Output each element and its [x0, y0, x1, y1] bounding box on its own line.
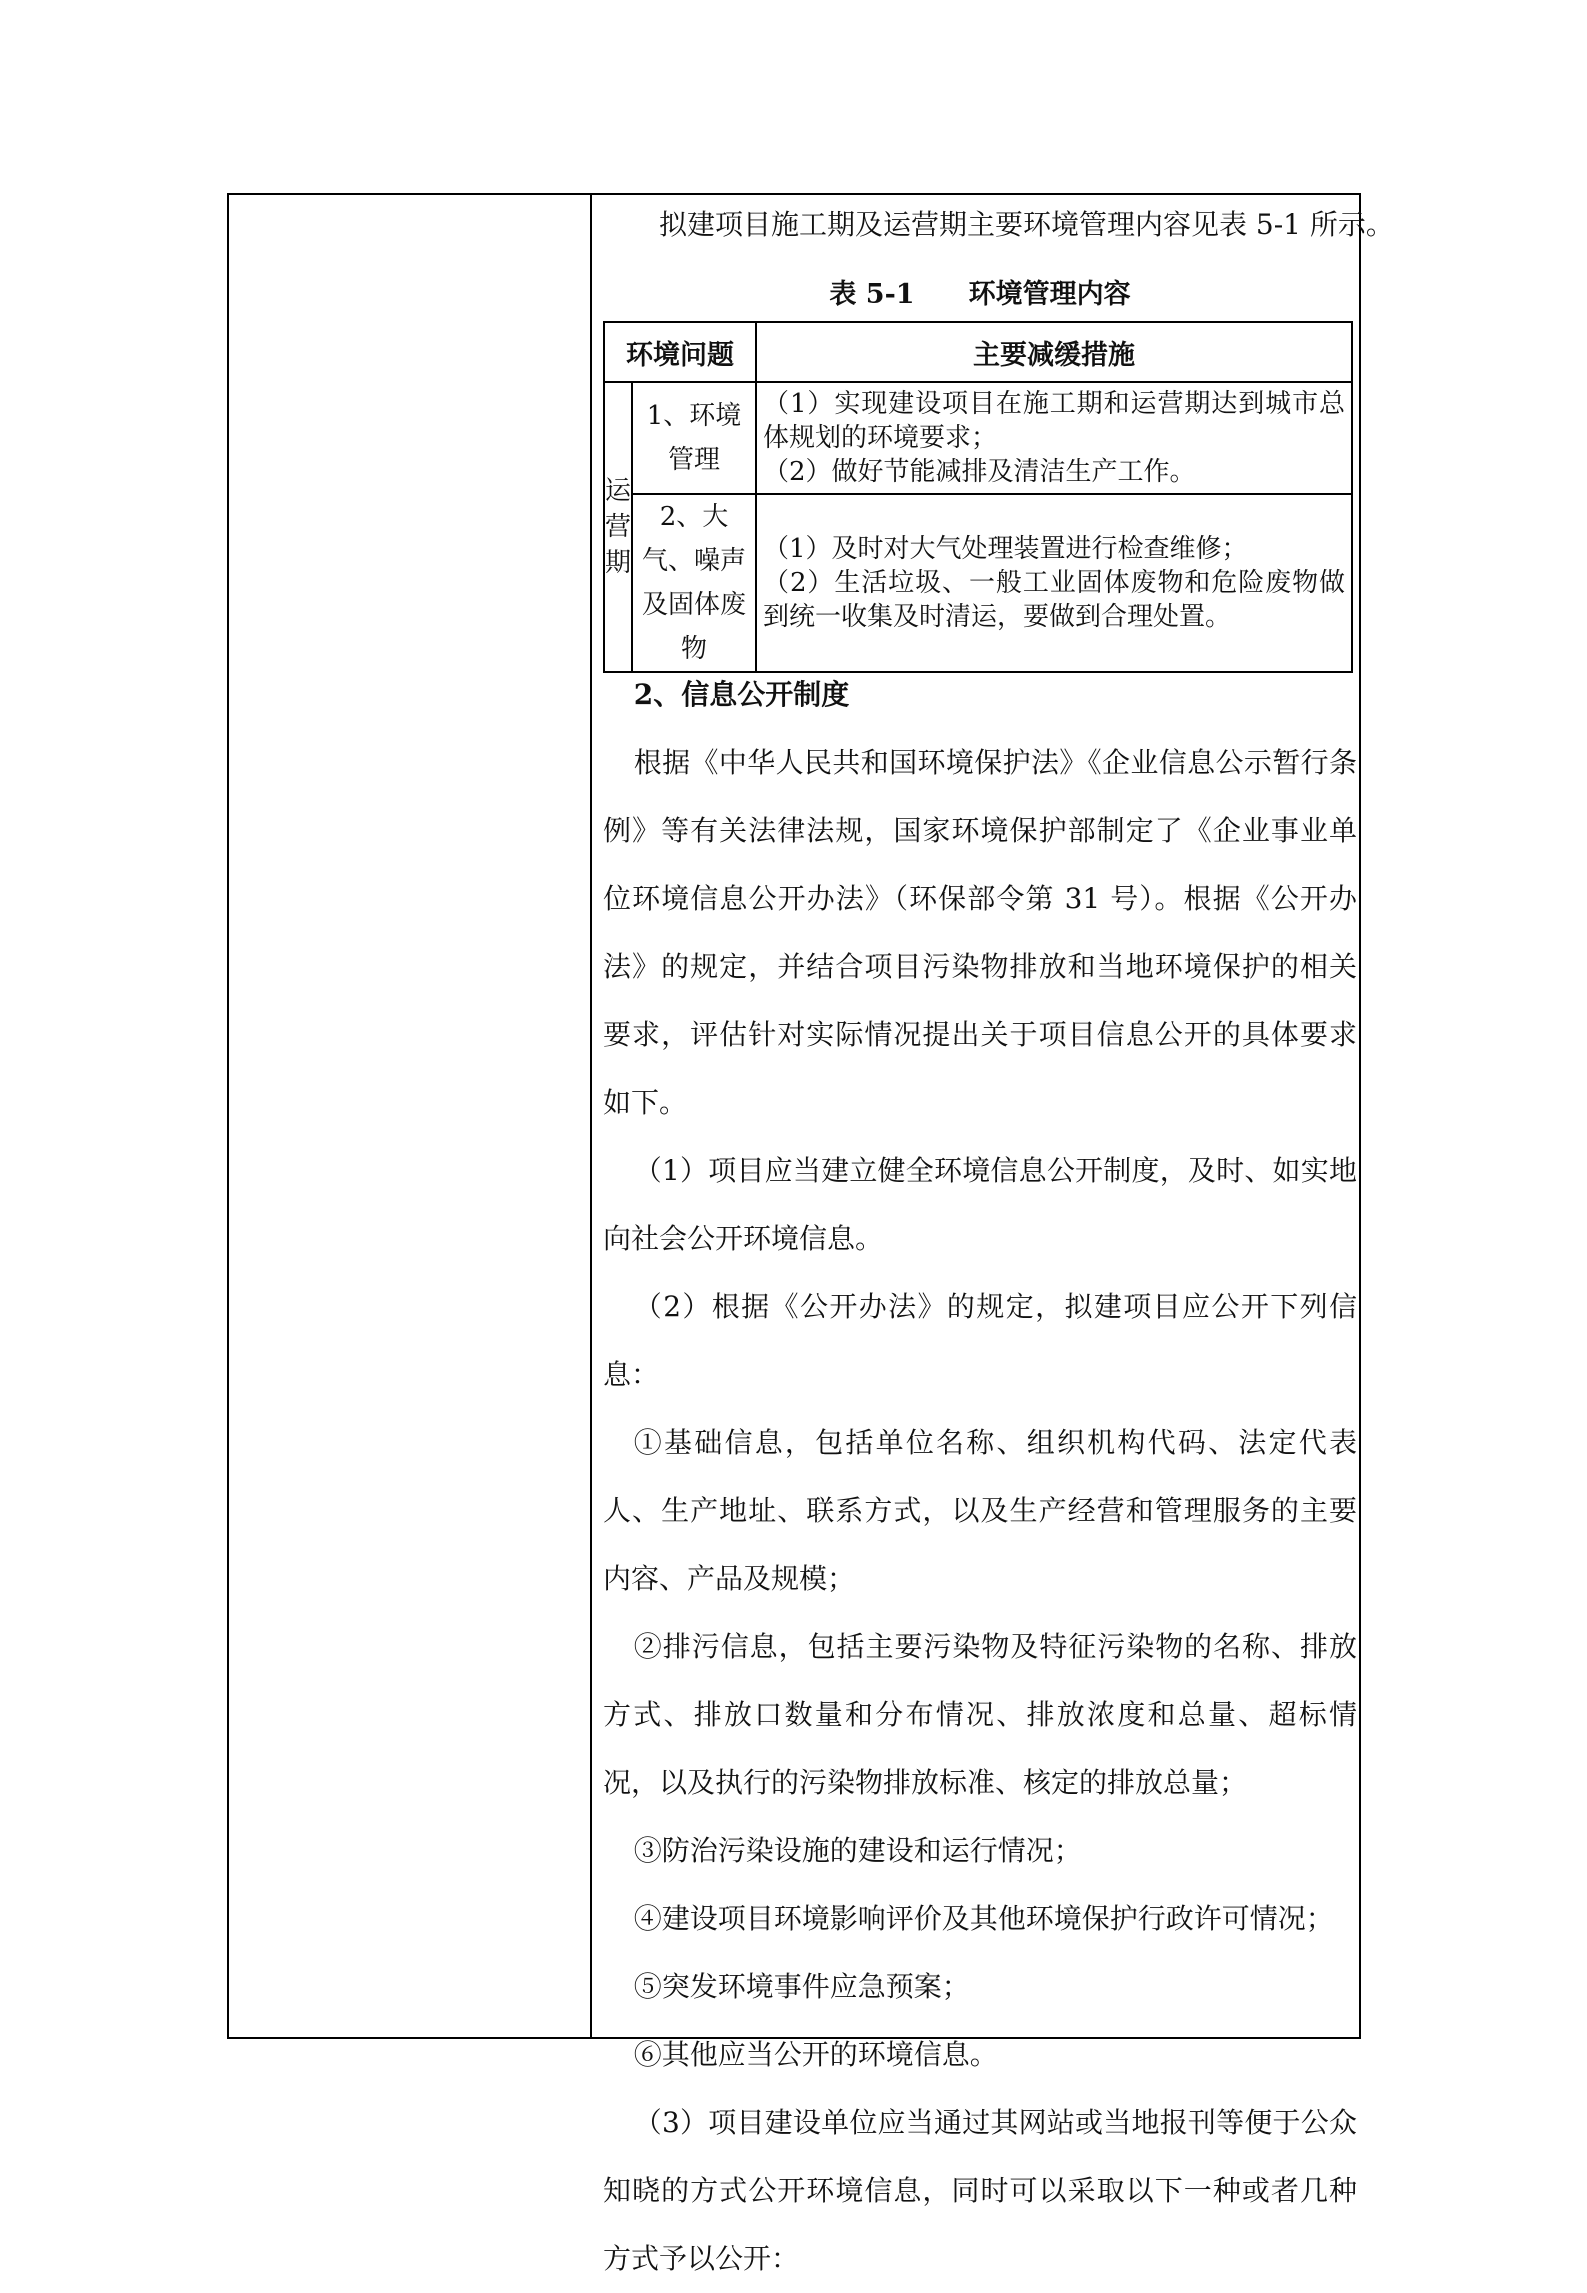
paragraph: ③防治污染设施的建设和运行情况； — [633, 1834, 1082, 1867]
section-title: 2、信息公开制度 — [633, 678, 850, 711]
header-issue: 环境问题 — [604, 322, 756, 382]
issue-cell: 2、大气、噪声及固体废物 — [632, 494, 756, 672]
table-caption: 表 5-1 环境管理内容 — [829, 279, 1131, 310]
intro-text: 拟建项目施工期及运营期主要环境管理内容见表 5-1 所示。 — [659, 208, 1394, 241]
measure-item: （2）做好节能减排及清洁生产工作。 — [763, 457, 1196, 487]
measure-item: （1）及时对大气处理装置进行检查维修； — [763, 534, 1248, 564]
header-measures: 主要减缓措施 — [756, 322, 1352, 382]
paragraph: ④建设项目环境影响评价及其他环境保护行政许可情况； — [633, 1902, 1334, 1935]
paragraph: ⑥其他应当公开的环境信息。 — [633, 2038, 998, 2071]
period-cell: 运营期 — [604, 382, 632, 672]
management-table — [603, 321, 1353, 673]
issue-cell: 1、环境管理 — [632, 382, 756, 494]
measure-cell — [756, 494, 1352, 672]
paragraph: （3）项目建设单位应当通过其网站或当地报刊等便于公众知晓的方式公开环境信息，同时可以采取以下一种或者几种方式予以公开： — [603, 2106, 1357, 2275]
measure-item: （1）实现建设项目在施工期和运营期达到城市总体规划的环境要求； — [763, 389, 1345, 453]
measure-cell — [756, 382, 1352, 494]
paragraph: （1）项目应当建立健全环境信息公开制度，及时、如实地向社会公开环境信息。 — [603, 1154, 1357, 1255]
paragraph: ⑤突发环境事件应急预案； — [633, 1970, 970, 2003]
column-divider — [590, 195, 592, 2037]
measure-item: （2）生活垃圾、一般工业固体废物和危险废物做到统一收集及时清运，要做到合理处置。 — [763, 568, 1345, 632]
paragraph: （2）根据《公开办法》的规定，拟建项目应公开下列信息： — [603, 1290, 1357, 1391]
paragraph: ①基础信息，包括单位名称、组织机构代码、法定代表人、生产地址、联系方式，以及生产经营和管理服务的主要内容、产品及规模； — [603, 1426, 1357, 1595]
paragraph: ②排污信息，包括主要污染物及特征污染物的名称、排放方式、排放口数量和分布情况、排放浓度和总量、超标情况，以及执行的污染物排放标准、核定的排放总量； — [603, 1630, 1357, 1799]
paragraph: 根据《中华人民共和国环境保护法》《企业信息公示暂行条例》等有关法律法规，国家环境保护部制定了《企业事业单位环境信息公开办法》（环保部令第 31 号）。根据《公开办法》的规定，并结合项目污染物排放和当地环境保护的相关要求，评估针对实际情况提出关于项目信息公开的具体要求如下。 — [603, 746, 1357, 1119]
outer-frame — [227, 193, 1394, 2275]
table-header-row — [604, 322, 1352, 382]
table-row — [604, 382, 1352, 494]
body-text — [603, 661, 1357, 2293]
table-row — [604, 494, 1352, 672]
